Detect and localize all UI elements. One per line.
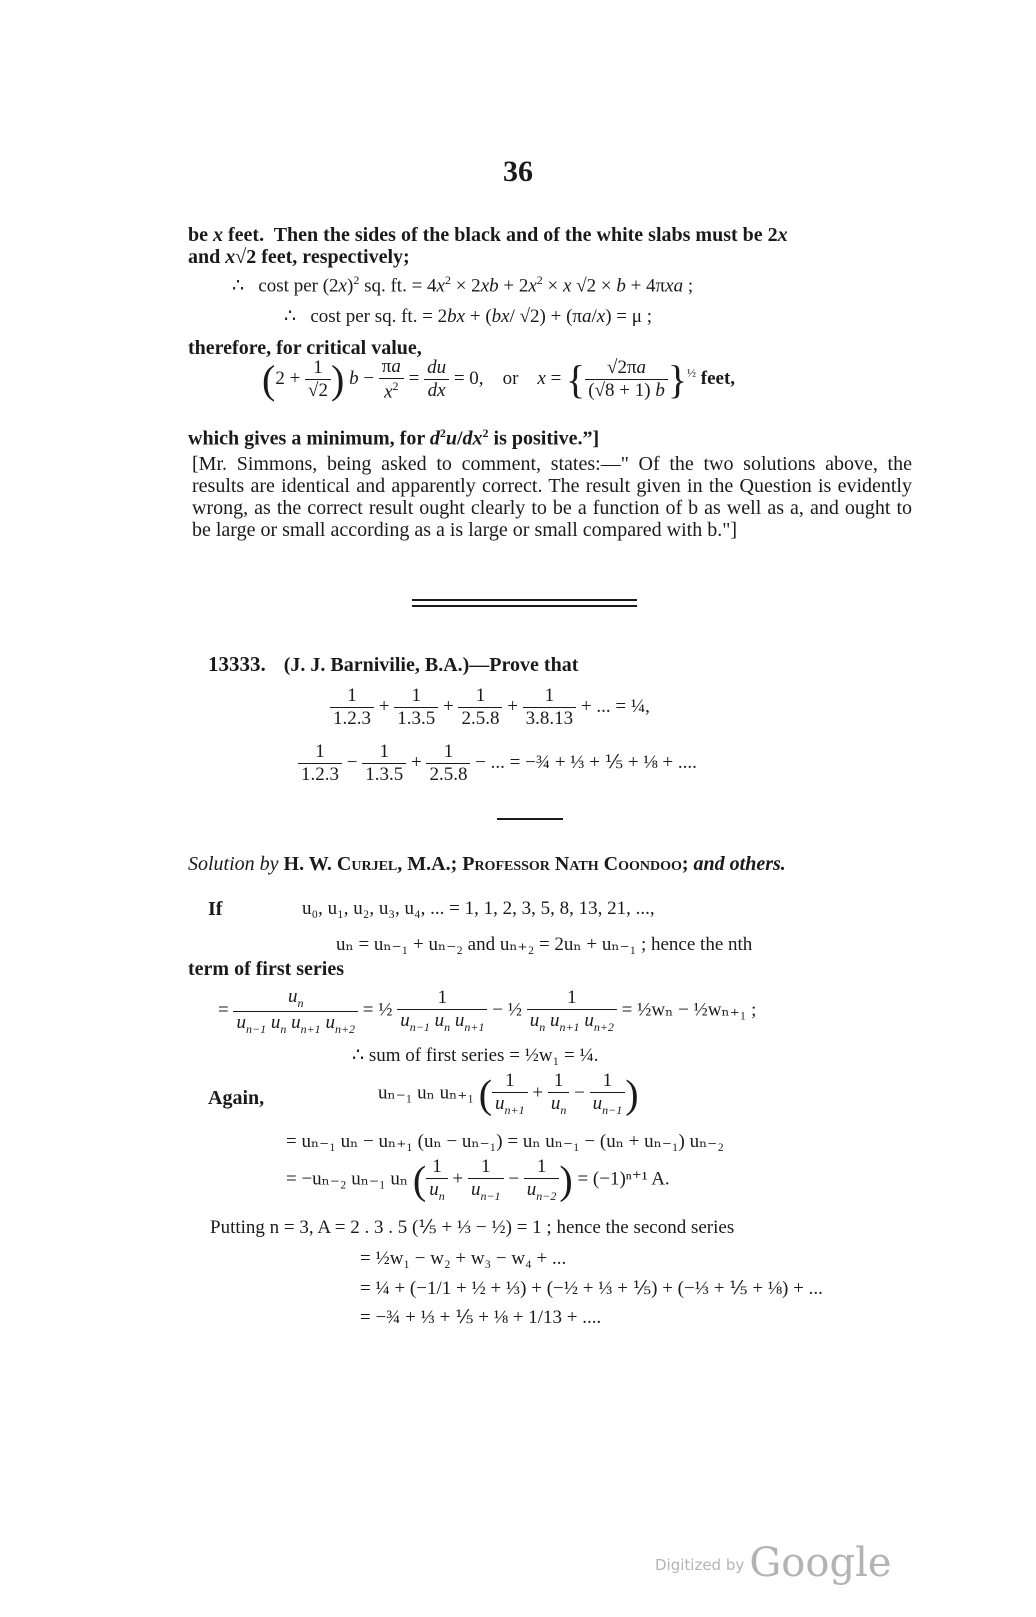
fibonacci-sequence: u₀, u₁, u₂, u₃, u₄, ... = 1, 1, 2, 3, 5, 8, 13, 21, ..., bbox=[302, 898, 655, 919]
problem-author: (J. J. Barnivilie, B.A.)—Prove that bbox=[283, 654, 579, 676]
critical-equation: (2 + $\frac{1}{√2}$ ) b − $\frac{\pi a}{x^2}$ = $\frac{du}{dx}$ = 0, or x = { $\frac{√2\pi a}{(√8 + 1) b}$ }$^{\frac{1}{2}}$ feet, bbox=[262, 356, 736, 403]
section-divider-top bbox=[412, 599, 637, 601]
denom-4: 3.8.13 bbox=[525, 708, 574, 729]
again-l3-pre: = −uₙ₋₂ uₙ₋₁ uₙ bbox=[286, 1168, 409, 1190]
series-1-tail: + ... = ¼, bbox=[580, 695, 650, 717]
minimum-line: which gives a minimum, for $d^2u/dx^2$ is positive.”] bbox=[188, 426, 600, 450]
problem-heading bbox=[208, 652, 578, 677]
second-series-line-2: = ¼ + (−1/1 + ½ + ⅓) + (−½ + ⅓ + ⅕) + (−⅓ + ⅕ + ⅛) + ... bbox=[360, 1278, 823, 1299]
again-equation-3: = −uₙ₋₂ uₙ₋₁ uₙ ( $\frac{1}{u_n}$ + $\frac{1}{u_{n-1}}$ − $\frac{1}{u_{n-2}}$ ) = (−1)ⁿ⁺¹ A. bbox=[286, 1156, 670, 1203]
series-2-tail: − ... = −¾ + ⅓ + ⅕ + ⅛ + .... bbox=[475, 751, 697, 773]
recurrence-line: uₙ = uₙ₋₁ + uₙ₋₂ and uₙ₊₂ = 2uₙ + uₙ₋₁ ; hence the nth bbox=[336, 934, 753, 955]
short-divider bbox=[497, 818, 563, 820]
denom-b: 1.3.5 bbox=[365, 764, 404, 785]
again-equation-2: = uₙ₋₁ uₙ − uₙ₊₁ (uₙ − uₙ₋₁) = uₙ uₙ₋₁ − (uₙ + uₙ₋₁) uₙ₋₂ bbox=[286, 1131, 724, 1152]
cost-equation-2: ∴ cost per sq. ft. = 2bx + (bx/ √2) + (πa/x) = μ ; bbox=[284, 306, 652, 327]
again-label: Again, bbox=[208, 1087, 265, 1109]
denom-3: 2.5.8 bbox=[461, 708, 500, 729]
google-logo: Google bbox=[749, 1540, 892, 1586]
series-1: $\frac{1}{1.2.3}$ + $\frac{1}{1.3.5}$ + $\frac{1}{2.5.8}$ + $\frac{1}{3.8.13}$ + ... = ¼, bbox=[330, 685, 650, 730]
cost-equation-1: ∴ cost per $(2x)^2$ sq. ft. = $4x^2 \times 2xb + 2x^2 \times x$ √2 × b + 4πxa ; bbox=[232, 273, 694, 297]
solution-heading bbox=[188, 853, 786, 875]
putting-line: Putting n = 3, A = 2 . 3 . 5 (⅕ + ⅓ − ½) = 1 ; hence the second series bbox=[210, 1217, 735, 1238]
solution-prefix: Solution by bbox=[188, 853, 279, 875]
term-label: term of first series bbox=[188, 958, 345, 980]
solution-suffix: and others. bbox=[693, 853, 786, 875]
page-number: 36 bbox=[503, 155, 533, 188]
again-equation-1: uₙ₋₁ uₙ uₙ₊₁ ( $\frac{1}{u_{n+1}}$ + $\frac{1}{u_n}$ − $\frac{1}{u_{n-1}}$ ) bbox=[378, 1070, 639, 1117]
nth-term-tail: = ½wₙ − ½wₙ₊₁ ; bbox=[621, 999, 757, 1021]
denom-2: 1.3.5 bbox=[397, 708, 436, 729]
if-label: If bbox=[208, 898, 223, 920]
again-l3-post: = (−1)ⁿ⁺¹ A. bbox=[577, 1168, 670, 1190]
second-series-line-1: = ½w₁ − w₂ + w₃ − w₄ + ... bbox=[360, 1248, 567, 1269]
critical-value-label: therefore, for critical value, bbox=[188, 337, 422, 359]
series-2: $\frac{1}{1.2.3}$ − $\frac{1}{1.3.5}$ + $\frac{1}{2.5.8}$ − ... = −¾ + ⅓ + ⅕ + ⅛ + .... bbox=[298, 741, 697, 786]
second-series-line-3: = −¾ + ⅓ + ⅕ + ⅛ + 1/13 + .... bbox=[360, 1307, 602, 1328]
denom-c: 2.5.8 bbox=[429, 764, 468, 785]
google-watermark bbox=[655, 1540, 892, 1586]
denom-1: 1.2.3 bbox=[333, 708, 371, 729]
watermark-prefix: Digitized by bbox=[655, 1556, 745, 1574]
critical-feet: feet, bbox=[700, 368, 736, 390]
simmons-comment: [Mr. Simmons, being asked to comment, states:—" Of the two solutions above, the results are identical and apparently correct. The result given in the Question is evidently wrong, as the correct result ought clearly to be a function of b as well as a, and ought to be large or small according as a is large or small compared with b."] bbox=[192, 453, 912, 541]
intro-line-2: and x√2 feet, respectively; bbox=[188, 246, 410, 268]
intro-line-1: be x feet. Then the sides of the black and of the white slabs must be 2x bbox=[188, 224, 788, 246]
critical-or: or bbox=[502, 368, 519, 390]
denom-a: 1.2.3 bbox=[301, 764, 339, 785]
problem-number: 13333. bbox=[208, 652, 266, 676]
again-lhs: uₙ₋₁ uₙ uₙ₊₁ bbox=[378, 1082, 474, 1104]
section-divider-bottom bbox=[412, 605, 637, 607]
nth-term-equation: = $\frac{u_n}{u_{n-1} u_n u_{n+1} u_{n+2}}$ = ½ $\frac{1}{u_{n-1} u_n u_{n+1}}$ − ½ $\frac{1}{u_n u_{n+1} u_{n+2}}$ = ½wₙ − ½wₙ₊₁ ; bbox=[218, 986, 757, 1036]
solution-authors: H. W. Curjel, M.A.; Professor Nath Coondoo; bbox=[283, 853, 689, 875]
sum-first-series: ∴ sum of first series = ½w₁ = ¼. bbox=[352, 1045, 599, 1066]
